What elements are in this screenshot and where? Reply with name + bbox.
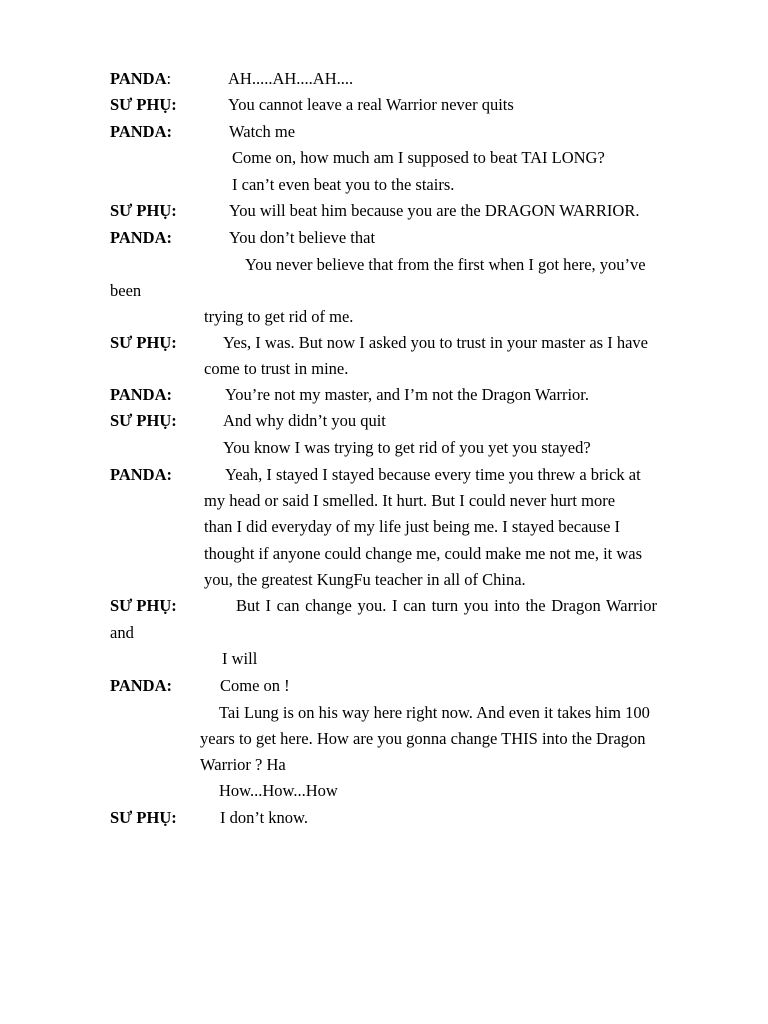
speaker-label: SƯ PHỤ: — [110, 596, 177, 615]
dialogue-line: You don’t believe that — [229, 228, 376, 247]
dialogue-line: you, the greatest KungFu teacher in all of China. — [204, 570, 526, 589]
speaker-label: PANDA: — [110, 676, 173, 695]
dialogue-line: I can’t even beat you to the stairs. — [232, 175, 455, 194]
dialogue-line: my head or said I smelled. It hurt. But I could never hurt more — [204, 491, 616, 510]
dialogue-line: been — [110, 281, 142, 300]
speaker-label: SƯ PHỤ: — [110, 411, 177, 430]
dialogue-line: than I did everyday of my life just being me. I stayed because I — [204, 517, 621, 536]
dialogue-line: Warrior ? Ha — [200, 755, 286, 774]
dialogue-line: You know I was trying to get rid of you yet you stayed? — [223, 438, 591, 457]
speaker-label: PANDA: — [110, 385, 173, 404]
dialogue-line: You will beat him because you are the DRAGON WARRIOR. — [229, 201, 640, 220]
dialogue-line: AH.....AH....AH.... — [228, 69, 354, 88]
speaker-label: SƯ PHỤ: — [110, 201, 177, 220]
speaker-label: PANDA: — [110, 69, 172, 88]
dialogue-line: You never believe that from the first when I got here, you’ve — [245, 255, 646, 274]
dialogue-line: But I can change you. I can turn you into the Dragon Warrior — [236, 596, 657, 615]
dialogue-line: I will — [222, 649, 258, 668]
dialogue-line: And why didn’t you quit — [223, 411, 386, 430]
dialogue-line: and — [110, 623, 134, 642]
dialogue-line: Tai Lung is on his way here right now. And even it takes him 100 — [219, 703, 650, 722]
dialogue-line: You cannot leave a real Warrior never quits — [228, 95, 514, 114]
dialogue-line: Yeah, I stayed I stayed because every time you threw a brick at — [225, 465, 641, 484]
dialogue-line: I don’t know. — [220, 808, 308, 827]
dialogue-line: come to trust in mine. — [204, 359, 349, 378]
dialogue-line: Come on, how much am I supposed to beat TAI LONG? — [232, 148, 605, 167]
dialogue-line: Come on ! — [220, 676, 290, 695]
dialogue-line: trying to get rid of me. — [204, 307, 354, 326]
speaker-label: PANDA: — [110, 228, 173, 247]
dialogue-line: Yes, I was. But now I asked you to trust in your master as I have — [223, 333, 648, 352]
dialogue-line: How...How...How — [219, 781, 338, 800]
speaker-label: SƯ PHỤ: — [110, 95, 177, 114]
speaker-label: PANDA: — [110, 122, 173, 141]
speaker-label: PANDA: — [110, 465, 173, 484]
dialogue-line: You’re not my master, and I’m not the Dragon Warrior. — [225, 385, 589, 404]
dialogue-line: Watch me — [229, 122, 296, 141]
dialogue-line: years to get here. How are you gonna change THIS into the Dragon — [200, 729, 646, 748]
speaker-colon: : — [166, 69, 172, 88]
dialogue-line: thought if anyone could change me, could make me not me, it was — [204, 544, 643, 563]
speaker-label: SƯ PHỤ: — [110, 808, 177, 827]
speaker-label: SƯ PHỤ: — [110, 333, 177, 352]
